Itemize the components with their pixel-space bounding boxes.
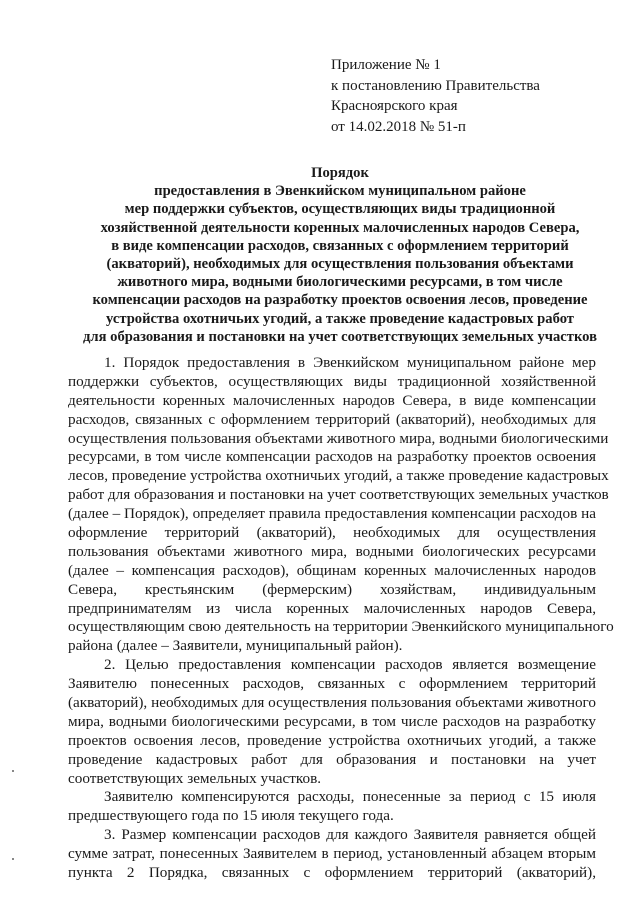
- title-line: предоставления в Эвенкийском муниципальном районе: [154, 183, 526, 200]
- paragraph-2b-line: предшествующего года по 15 июля текущего года.: [68, 807, 394, 825]
- paragraph-1-line: расходов, связанных с оформлением территорий (акваторий), необходимых для: [68, 410, 596, 428]
- paragraph-2-line: 2. Целью предоставления компенсации расходов является возмещение: [104, 656, 596, 674]
- title-line: компенсации расходов на разработку проектов освоения лесов, проведение: [92, 292, 588, 309]
- paragraph-2-line: проектов освоения лесов, проведение устройства охотничьих угодий, а также: [68, 731, 596, 749]
- title-line: устройства охотничьих угодий, а также проведение кадастровых работ: [106, 310, 574, 327]
- title-line: мер поддержки субъектов, осуществляющих виды традиционной: [124, 201, 556, 218]
- paragraph-1-line: пользования объектами животного мира, водными биологических ресурсами: [68, 542, 596, 560]
- document-body: [68, 354, 614, 883]
- title-heading: Порядок: [311, 165, 369, 181]
- title-line: в виде компенсации расходов, связанных с оформлением территорий: [111, 237, 569, 254]
- paragraph-2-line: мира, водными биологическими ресурсами, в том числе расходов на разработку: [68, 712, 596, 730]
- appendix-number: Приложение № 1: [331, 57, 441, 73]
- title-line: животного мира, водными биологическими ресурсами, в том числе: [117, 274, 563, 291]
- title-line: (акваторий), необходимых для осуществления пользования объектами: [106, 256, 574, 273]
- scan-speck: [12, 770, 14, 772]
- paragraph-1-line: предпринимателям из числа коренных малочисленных народов Севера,: [68, 599, 596, 617]
- paragraph-1-line: 1. Порядок предоставления в Эвенкийском муниципальном районе мер: [104, 354, 596, 371]
- paragraph-1-line: (далее – компенсация расходов), общинам коренных малочисленных народов: [68, 561, 596, 579]
- paragraph-2-line: проведение кадастровых работ для образования и постановки на учет: [68, 750, 596, 768]
- paragraph-1-line: осуществляющим свою деятельность на территории Эвенкийского муниципального: [68, 618, 614, 636]
- appendix-date: от 14.02.2018 № 51-п: [331, 118, 466, 135]
- paragraph-1-line: ресурсами, в том числе компенсации расходов на разработку проектов освоения: [68, 448, 596, 466]
- paragraph-1-line: лесов, проведение устройства охотничьих угодий, а также проведение кадастровых: [68, 467, 609, 485]
- appendix-region: Красноярского края: [331, 98, 458, 114]
- paragraph-1-line: Севера, крестьянским (фермерским) хозяйствам, индивидуальным: [68, 580, 596, 598]
- paragraph-1-line: (далее – Порядок), определяет правила предоставления компенсации расходов на: [68, 505, 596, 523]
- paragraph-2b-line: Заявителю компенсируются расходы, понесенные за период с 15 июля: [104, 788, 596, 806]
- paragraph-3-line: пункта 2 Порядка, связанных с оформлением территорий (акваторий),: [68, 864, 596, 882]
- paragraph-1-line: оформление территорий (акваторий), необходимых для осуществления: [68, 524, 596, 542]
- paragraph-1-line: поддержки субъектов, осуществляющих виды традиционной хозяйственной: [68, 372, 596, 390]
- paragraph-3-line: 3. Размер компенсации расходов для каждого Заявителя равняется общей: [104, 826, 596, 844]
- paragraph-2-line: Заявителю понесенных расходов, связанных с оформлением территорий: [68, 675, 596, 693]
- paragraph-2-line: (акваторий), необходимых для осуществления пользования объектами животного: [68, 694, 596, 712]
- document-title: [60, 164, 620, 346]
- paragraph-1-line: работ для образования и постановки на учет соответствующих земельных участков: [68, 486, 609, 504]
- title-line: для образования и постановки на учет соответствующих земельных участков: [83, 328, 597, 345]
- paragraph-1-line: осуществления пользования объектами животного мира, водными биологическими: [68, 429, 609, 447]
- paragraph-1-line: района (далее – Заявители, муниципальный район).: [68, 637, 403, 655]
- paragraph-3-line: сумме затрат, понесенных Заявителем в период, установленный абзацем вторым: [68, 845, 596, 863]
- paragraph-2-line: соответствующих земельных участков.: [68, 769, 322, 787]
- appendix-reference: [331, 55, 540, 137]
- title-line: хозяйственной деятельности коренных малочисленных народов Севера,: [100, 219, 580, 236]
- scan-speck: [12, 858, 14, 860]
- appendix-resolution: к постановлению Правительства: [331, 77, 540, 94]
- paragraph-1-line: деятельности коренных малочисленных народов Севера, в виде компенсации: [68, 391, 596, 409]
